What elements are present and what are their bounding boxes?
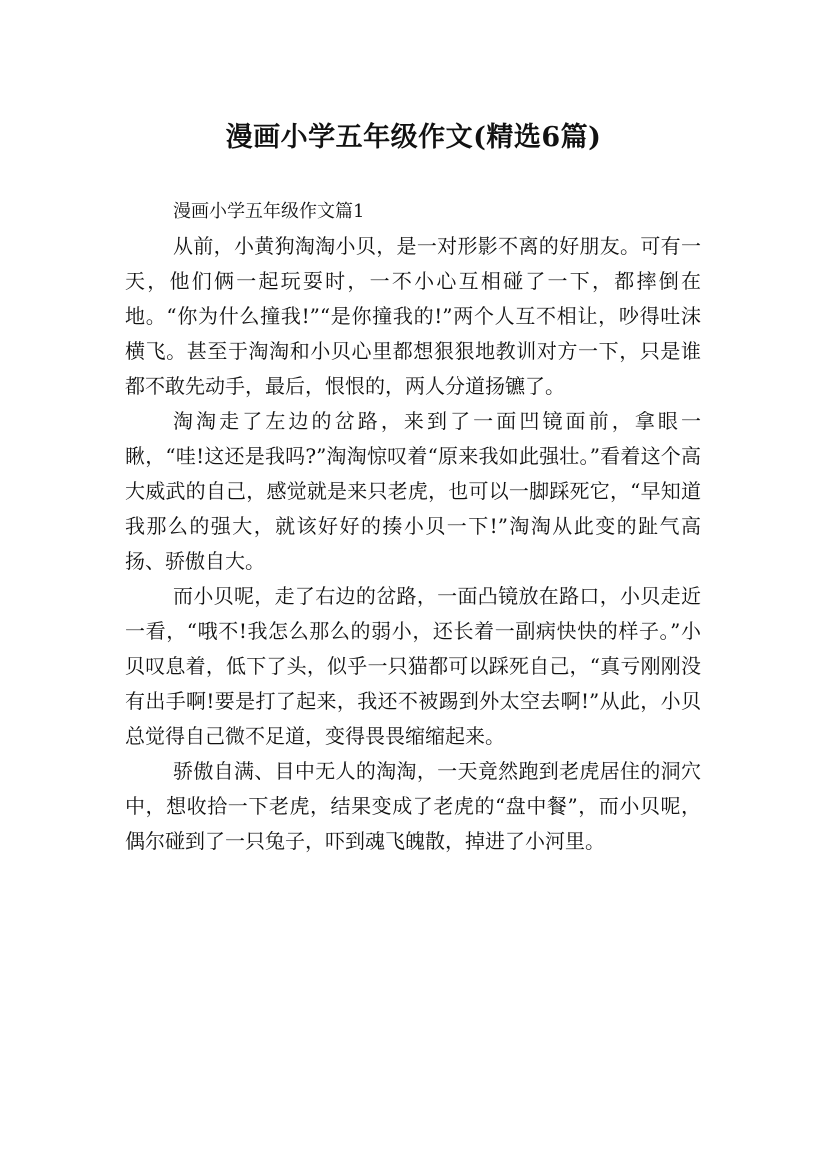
document-body xyxy=(125,194,701,859)
section-heading: 漫画小学五年级作文篇1 xyxy=(173,201,365,222)
document-title: 漫画小学五年级作文(精选6篇) xyxy=(225,122,602,154)
paragraph-3: 而小贝呢，走了右边的岔路，一面凸镜放在路口，小贝走近一看，“哦不!我怎么那么的弱小，还长着一副病快快的样子。”小贝叹息着，低下了头，似乎一只猫都可以踩死自己，“真亏刚刚没有出手啊!要是打了起来，我还不被踢到外太空去啊!”从此，小贝总觉得自己微不足道，变得畏畏缩缩起来。 xyxy=(125,584,701,748)
paragraph-4: 骄傲自满、目中无人的淘淘，一天竟然跑到老虎居住的洞穴中，想收拾一下老虎，结果变成了老虎的“盘中餐”，而小贝呢，偶尔碰到了一只兔子，吓到魂飞魄散，掉进了小河里。 xyxy=(125,759,701,853)
paragraph-1: 从前，小黄狗淘淘小贝，是一对形影不离的好朋友。可有一天，他们俩一起玩耍时，一不小心互相碰了一下，都摔倒在地。“你为什么撞我!”“是你撞我的!”两个人互不相让，吵得吐沫横飞。甚至于淘淘和小贝心里都想狠狠地教训对方一下，只是谁都不敢先动手，最后，恨恨的，两人分道扬镳了。 xyxy=(125,234,701,398)
paragraph-2: 淘淘走了左边的岔路，来到了一面凹镜面前，拿眼一瞅，“哇!这还是我吗?”淘淘惊叹着“原来我如此强壮。”看着这个高大威武的自己，感觉就是来只老虎，也可以一脚踩死它，“早知道我那么的强大，就该好好的揍小贝一下!”淘淘从此变的趾气高扬、骄傲自大。 xyxy=(125,409,701,573)
